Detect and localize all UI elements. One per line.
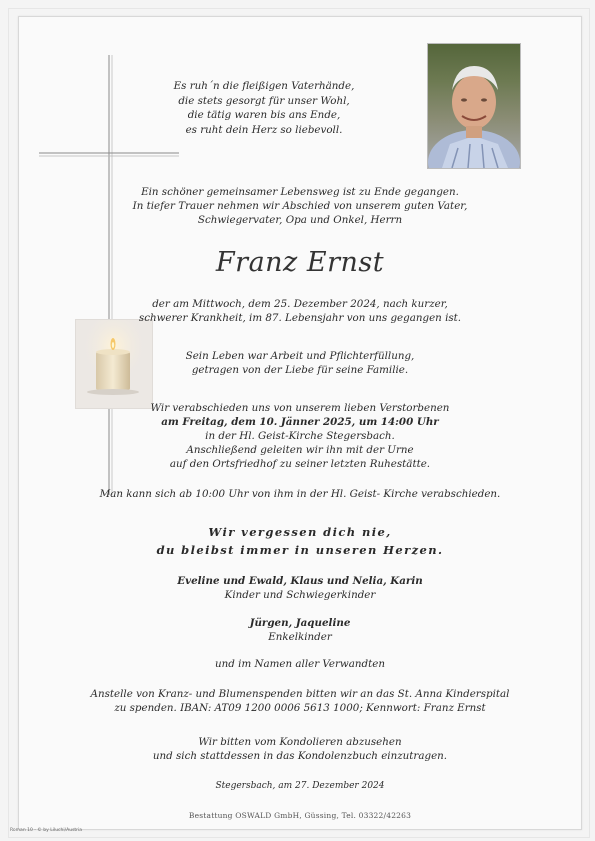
intro-text (19, 185, 581, 227)
poem-line: die tätig waren bis ans Ende, (187, 109, 341, 121)
life-line: getragen von der Liebe für seine Familie. (191, 364, 409, 376)
obituary-card (18, 16, 582, 830)
grandchildren-role: Enkelkinder (268, 631, 332, 643)
intro-line: Ein schöner gemeinsamer Lebensweg ist zu Ende gegangen. (141, 186, 459, 198)
place-date: Stegersbach, am 27. Dezember 2024 (215, 781, 385, 791)
viewing-text: Man kann sich ab 10:00 Uhr von ihm in der Hl. Geist- Kirche verabschieden. (99, 488, 501, 500)
poem (139, 79, 389, 137)
farewell-line: in der Hl. Geist-Kirche Stegersbach. (205, 430, 395, 442)
farewell-date: am Freitag, dem 10. Jänner 2025, um 14:00 Uhr (161, 416, 439, 428)
grandchildren-names: Jürgen, Jaqueline (249, 617, 351, 629)
death-line: der am Mittwoch, dem 25. Dezember 2024, nach kurzer, (152, 298, 448, 310)
condolence-line: Wir bitten vom Kondolieren abzusehen (198, 736, 402, 748)
poem-line: die stets gesorgt für unser Wohl, (178, 94, 350, 107)
deceased-name: Franz Ernst (215, 247, 385, 278)
tiny-print: Roman 10 - © by Liluchi/Austria (10, 828, 83, 833)
condolence-line: und sich stattdessen in das Kondolenzbuch einzutragen. (152, 750, 448, 762)
farewell-line: auf den Ortsfriedhof zu seiner letzten Ruhestätte. (169, 458, 431, 470)
children-names: Eveline und Ewald, Klaus und Nelia, Karin (177, 575, 423, 587)
intro-line: Schwiegervater, Opa und Onkel, Herrn (197, 214, 403, 226)
undertaker-info: Bestattung OSWALD GmbH, Güssing, Tel. 03322/42263 (188, 811, 412, 820)
death-line: schwerer Krankheit, im 87. Lebensjahr von uns gegangen ist. (138, 312, 462, 324)
poem-line: es ruht dein Herz so liebevoll. (185, 123, 343, 136)
children-role: Kinder und Schwiegerkinder (224, 589, 376, 601)
quote-line: du bleibst immer in unseren Herzen. (156, 543, 444, 557)
portrait-photo (427, 43, 521, 169)
death-text (19, 297, 581, 325)
farewell-line: Anschließend geleiten wir ihn mit der Urne (186, 444, 414, 456)
life-text (19, 349, 581, 377)
quote-line: Wir vergessen dich nie, (208, 525, 392, 539)
intro-line: In tiefer Trauer nehmen wir Abschied von unserem guten Vater, (132, 200, 468, 212)
donation-text (19, 687, 581, 715)
children-block (19, 574, 581, 602)
grandchildren-block (19, 616, 581, 644)
farewell-line: Wir verabschieden uns von unserem lieben Verstorbenen (150, 402, 450, 414)
quote (19, 523, 581, 559)
donation-line: Anstelle von Kranz- und Blumenspenden bitten wir an das St. Anna Kinderspital (90, 688, 510, 700)
condolence-text (19, 735, 581, 763)
donation-line: zu spenden. IBAN: AT09 1200 0006 5613 1000; Kennwort: Franz Ernst (114, 702, 486, 714)
life-line: Sein Leben war Arbeit und Pflichterfüllung, (185, 350, 415, 362)
relatives-text: und im Namen aller Verwandten (215, 658, 385, 670)
farewell-text (19, 401, 581, 471)
poem-line: Es ruh´n die fleißigen Vaterhände, (173, 80, 355, 92)
